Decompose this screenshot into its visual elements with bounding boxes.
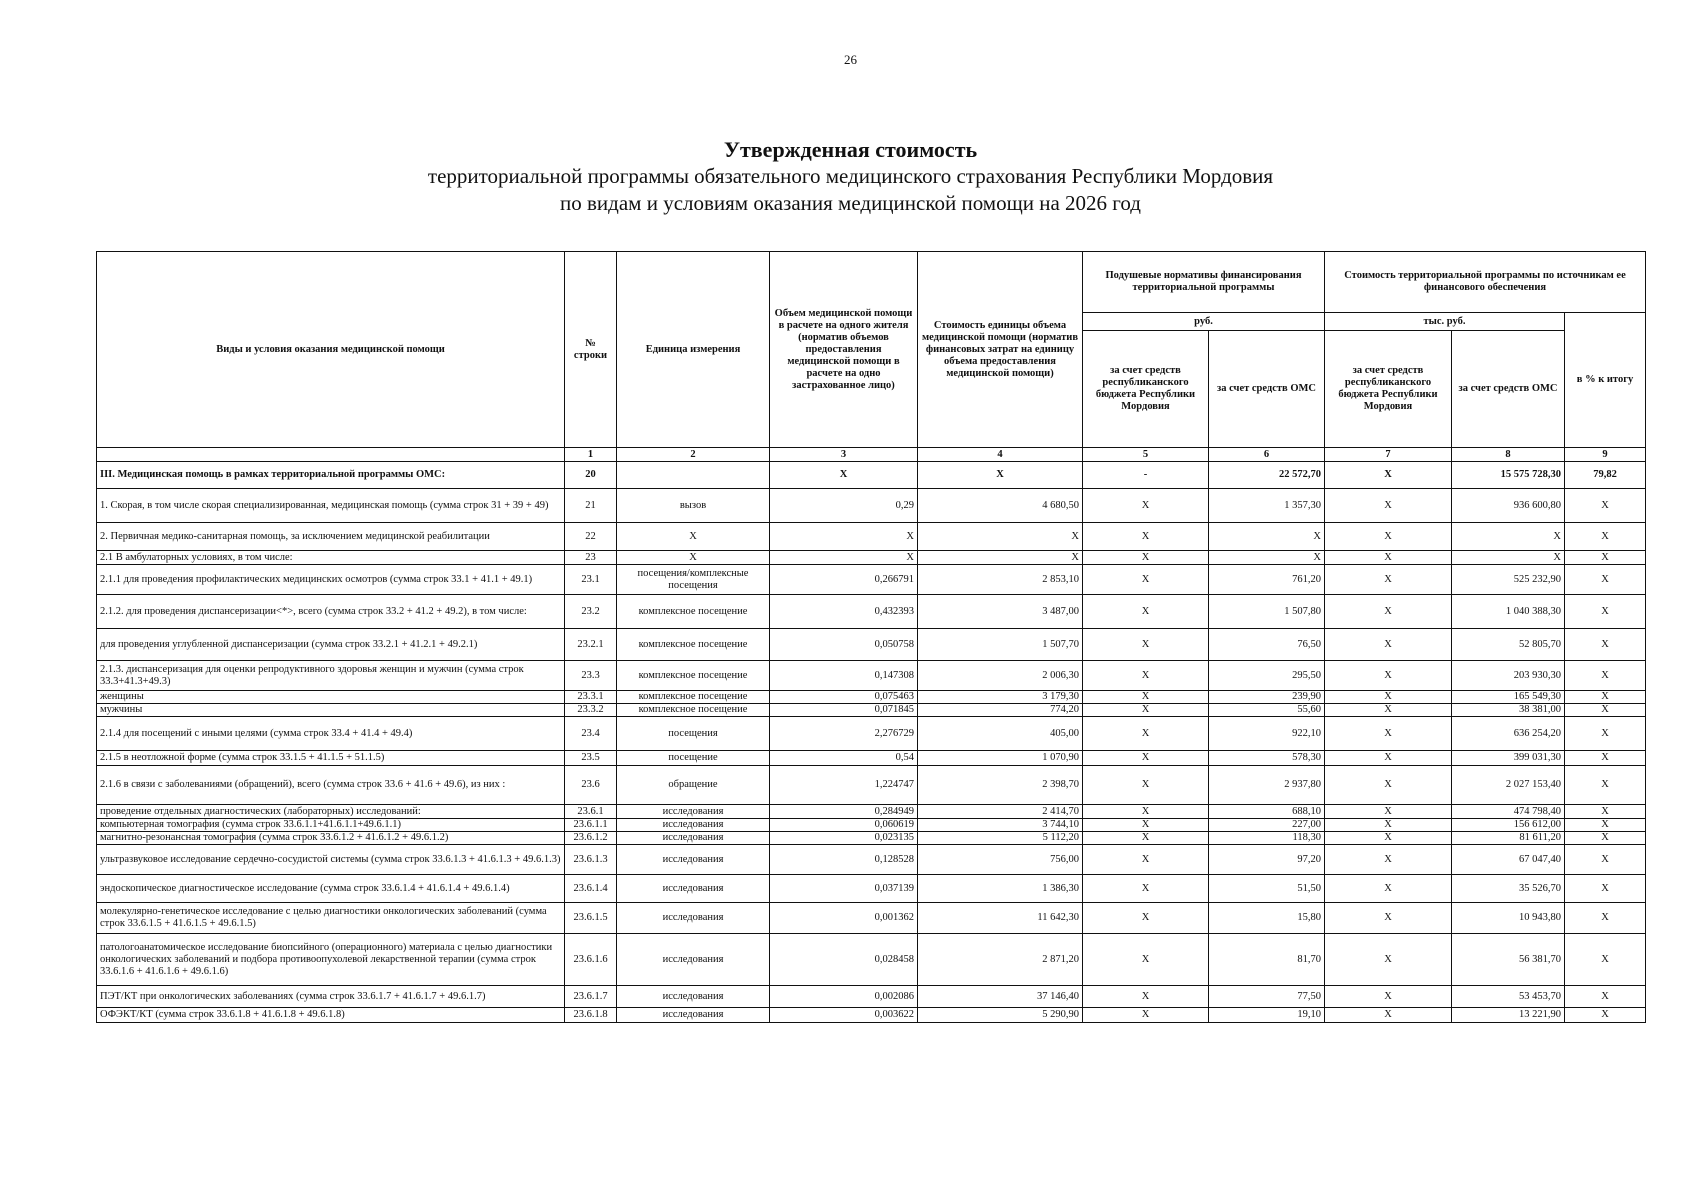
table-cell: исследования bbox=[617, 986, 770, 1008]
table-cell: 203 930,30 bbox=[1452, 661, 1565, 691]
title-line-2: территориальной программы обязательного медицинского страхования Республики Мордовия bbox=[427, 164, 1274, 188]
header-program-cost: Стоимость территориальной программы по источникам ее финансового обеспечения bbox=[1325, 252, 1646, 313]
table-cell: X bbox=[1083, 691, 1209, 704]
table-cell: X bbox=[1325, 565, 1452, 595]
table-cell: X bbox=[1565, 819, 1646, 832]
table-cell: 52 805,70 bbox=[1452, 629, 1565, 661]
table-row bbox=[97, 845, 1646, 875]
table-cell: 23.3.1 bbox=[565, 691, 617, 704]
table-cell: 2.1.1 для проведения профилактических медицинских осмотров (сумма строк 33.1 + 41.1 + 49.1) bbox=[97, 565, 565, 595]
table-cell: 0,147308 bbox=[770, 661, 918, 691]
table-cell: 1 040 388,30 bbox=[1452, 595, 1565, 629]
table-cell: X bbox=[1083, 1008, 1209, 1023]
table-cell: 525 232,90 bbox=[1452, 565, 1565, 595]
table-cell: X bbox=[1565, 1008, 1646, 1023]
table-cell: 23.1 bbox=[565, 565, 617, 595]
table-cell: X bbox=[1083, 766, 1209, 805]
table-cell: X bbox=[1565, 661, 1646, 691]
table-cell: X bbox=[1565, 845, 1646, 875]
table-cell: X bbox=[1565, 704, 1646, 717]
table-cell: 165 549,30 bbox=[1452, 691, 1565, 704]
table-cell: 56 381,70 bbox=[1452, 934, 1565, 986]
table-cell: X bbox=[1565, 489, 1646, 523]
table-row bbox=[97, 704, 1646, 717]
table-row bbox=[97, 805, 1646, 819]
table-cell: 20 bbox=[565, 462, 617, 489]
table-row bbox=[97, 934, 1646, 986]
header-budget: за счет средств республиканского бюджета Республики Мордовия bbox=[1083, 331, 1209, 448]
table-cell: X bbox=[1325, 661, 1452, 691]
col-number: 4 bbox=[918, 448, 1083, 462]
table-cell: 23.4 bbox=[565, 717, 617, 751]
table-cell: X bbox=[1565, 805, 1646, 819]
table-cell: 11 642,30 bbox=[918, 903, 1083, 934]
table-cell: X bbox=[1565, 565, 1646, 595]
table-cell: 21 bbox=[565, 489, 617, 523]
table-cell: 4 680,50 bbox=[918, 489, 1083, 523]
table-cell: X bbox=[1083, 934, 1209, 986]
table-cell: 118,30 bbox=[1209, 832, 1325, 845]
header-types: Виды и условия оказания медицинской помощи bbox=[97, 252, 565, 448]
title-line-1: Утвержденная стоимость bbox=[723, 137, 978, 162]
table-cell: X bbox=[1083, 875, 1209, 903]
table-cell: 0,028458 bbox=[770, 934, 918, 986]
col-number: 2 bbox=[617, 448, 770, 462]
document-title bbox=[0, 136, 1701, 217]
table-cell: 0,432393 bbox=[770, 595, 918, 629]
table-cell: комплексное посещение bbox=[617, 629, 770, 661]
table-cell: 399 031,30 bbox=[1452, 751, 1565, 766]
table-cell: X bbox=[1565, 629, 1646, 661]
table-cell: X bbox=[1209, 551, 1325, 565]
table-cell: X bbox=[1083, 565, 1209, 595]
table-cell: X bbox=[1325, 875, 1452, 903]
table-cell: X bbox=[1325, 595, 1452, 629]
table-cell: X bbox=[1083, 903, 1209, 934]
table-cell: X bbox=[1565, 691, 1646, 704]
table-cell: X bbox=[1565, 832, 1646, 845]
table-cell: 13 221,90 bbox=[1452, 1008, 1565, 1023]
table-cell: - bbox=[1083, 462, 1209, 489]
table-cell: 1 386,30 bbox=[918, 875, 1083, 903]
table-cell: X bbox=[1325, 934, 1452, 986]
table-cell: молекулярно-генетическое исследование с целью диагностики онкологических заболеваний (сумма строк 33.6.1.5 + 41.6.1.5 + 49.6.1.5) bbox=[97, 903, 565, 934]
col-number: 9 bbox=[1565, 448, 1646, 462]
header-volume: Объем медицинской помощи в расчете на одного жителя (норматив объемов предоставления медицинской помощи в расчете на одно застрахованное лицо) bbox=[770, 252, 918, 448]
table-cell: 23.3.2 bbox=[565, 704, 617, 717]
table-cell: 23.2.1 bbox=[565, 629, 617, 661]
table-cell: 35 526,70 bbox=[1452, 875, 1565, 903]
table-cell: 79,82 bbox=[1565, 462, 1646, 489]
table-cell: 578,30 bbox=[1209, 751, 1325, 766]
table-row bbox=[97, 986, 1646, 1008]
table-cell: X bbox=[1083, 819, 1209, 832]
table-cell: 0,071845 bbox=[770, 704, 918, 717]
table-cell: исследования bbox=[617, 1008, 770, 1023]
title-line-3: по видам и условиям оказания медицинской помощи на 2026 год bbox=[560, 191, 1141, 215]
table-cell: 636 254,20 bbox=[1452, 717, 1565, 751]
table-cell: исследования bbox=[617, 805, 770, 819]
table-cell: 23.5 bbox=[565, 751, 617, 766]
table-cell: X bbox=[1325, 986, 1452, 1008]
header-budget-2: за счет средств республиканского бюджета Республики Мордовия bbox=[1325, 331, 1452, 448]
table-cell: 2 398,70 bbox=[918, 766, 1083, 805]
table-cell: X bbox=[1452, 523, 1565, 551]
table-cell: 405,00 bbox=[918, 717, 1083, 751]
table-cell: X bbox=[1565, 986, 1646, 1008]
header-per-capita: Подушевые нормативы финансирования территориальной программы bbox=[1083, 252, 1325, 313]
table-cell: X bbox=[1083, 832, 1209, 845]
table-cell: 756,00 bbox=[918, 845, 1083, 875]
table-cell: обращение bbox=[617, 766, 770, 805]
table-row bbox=[97, 629, 1646, 661]
table-row bbox=[97, 1008, 1646, 1023]
table-cell: 295,50 bbox=[1209, 661, 1325, 691]
table-cell: 0,266791 bbox=[770, 565, 918, 595]
table-cell: исследования bbox=[617, 903, 770, 934]
table-row bbox=[97, 751, 1646, 766]
table-cell: X bbox=[1325, 523, 1452, 551]
table-cell: исследования bbox=[617, 875, 770, 903]
table-cell: 761,20 bbox=[1209, 565, 1325, 595]
table-cell: 23.6.1.3 bbox=[565, 845, 617, 875]
table-cell: X bbox=[1565, 717, 1646, 751]
table-cell: X bbox=[918, 462, 1083, 489]
table-cell: X bbox=[1565, 903, 1646, 934]
col-number bbox=[97, 448, 565, 462]
table-cell: 53 453,70 bbox=[1452, 986, 1565, 1008]
table-cell: 0,037139 bbox=[770, 875, 918, 903]
col-number: 8 bbox=[1452, 448, 1565, 462]
table-row bbox=[97, 819, 1646, 832]
table-cell: X bbox=[1325, 717, 1452, 751]
table-cell: 0,075463 bbox=[770, 691, 918, 704]
table-cell: 936 600,80 bbox=[1452, 489, 1565, 523]
cost-table bbox=[96, 251, 1646, 1023]
table-cell: 15 575 728,30 bbox=[1452, 462, 1565, 489]
table-cell: 0,050758 bbox=[770, 629, 918, 661]
table-cell: X bbox=[1565, 766, 1646, 805]
table-cell: X bbox=[1325, 1008, 1452, 1023]
header-thous-rub: тыс. руб. bbox=[1325, 313, 1565, 331]
table-cell: 3 487,00 bbox=[918, 595, 1083, 629]
table-cell: X bbox=[1325, 751, 1452, 766]
table-cell: комплексное посещение bbox=[617, 595, 770, 629]
table-cell: 97,20 bbox=[1209, 845, 1325, 875]
table-cell: посещения/комплексные посещения bbox=[617, 565, 770, 595]
table-cell: 0,284949 bbox=[770, 805, 918, 819]
table-cell: 23.6.1.5 bbox=[565, 903, 617, 934]
table-cell: 23.6.1.6 bbox=[565, 934, 617, 986]
table-cell: 1 507,70 bbox=[918, 629, 1083, 661]
table-cell: 1 357,30 bbox=[1209, 489, 1325, 523]
table-cell: X bbox=[1325, 805, 1452, 819]
table-cell: 1,224747 bbox=[770, 766, 918, 805]
header-oms-2: за счет средств ОМС bbox=[1452, 331, 1565, 448]
col-number: 1 bbox=[565, 448, 617, 462]
table-cell: X bbox=[1083, 845, 1209, 875]
table-cell: X bbox=[1083, 717, 1209, 751]
col-number: 3 bbox=[770, 448, 918, 462]
table-cell: X bbox=[1209, 523, 1325, 551]
table-cell: 2 027 153,40 bbox=[1452, 766, 1565, 805]
table-cell: вызов bbox=[617, 489, 770, 523]
table-cell: 15,80 bbox=[1209, 903, 1325, 934]
table-cell: 23.2 bbox=[565, 595, 617, 629]
table-cell: компьютерная томография (сумма строк 33.6.1.1+41.6.1.1+49.6.1.1) bbox=[97, 819, 565, 832]
table-cell: эндоскопическое диагностическое исследование (сумма строк 33.6.1.4 + 41.6.1.4 + 49.6.1.4) bbox=[97, 875, 565, 903]
table-cell: 2. Первичная медико-санитарная помощь, за исключением медицинской реабилитации bbox=[97, 523, 565, 551]
table-cell: X bbox=[1083, 523, 1209, 551]
table-cell: женщины bbox=[97, 691, 565, 704]
table-cell: 5 290,90 bbox=[918, 1008, 1083, 1023]
table-cell: X bbox=[1083, 629, 1209, 661]
table-cell: 774,20 bbox=[918, 704, 1083, 717]
table-cell: 37 146,40 bbox=[918, 986, 1083, 1008]
table-cell: мужчины bbox=[97, 704, 565, 717]
page-number: 26 bbox=[844, 52, 857, 67]
col-number: 6 bbox=[1209, 448, 1325, 462]
table-cell: X bbox=[1565, 551, 1646, 565]
table-cell: 3 744,10 bbox=[918, 819, 1083, 832]
header-row-no: № строки bbox=[565, 252, 617, 448]
table-cell: III. Медицинская помощь в рамках территориальной программы ОМС: bbox=[97, 462, 565, 489]
table-cell: 3 179,30 bbox=[918, 691, 1083, 704]
table-cell: посещение bbox=[617, 751, 770, 766]
table-row bbox=[97, 717, 1646, 751]
table-cell: 38 381,00 bbox=[1452, 704, 1565, 717]
table-cell: проведение отдельных диагностических (лабораторных) исследований: bbox=[97, 805, 565, 819]
table-cell: 688,10 bbox=[1209, 805, 1325, 819]
table-cell: X bbox=[1083, 751, 1209, 766]
table-cell: X bbox=[1325, 704, 1452, 717]
table-cell: комплексное посещение bbox=[617, 661, 770, 691]
table-cell: 23.6.1.4 bbox=[565, 875, 617, 903]
table-cell: X bbox=[1325, 903, 1452, 934]
table-cell: исследования bbox=[617, 845, 770, 875]
table-cell: 2.1.3. диспансеризация для оценки репродуктивного здоровья женщин и мужчин (сумма строк 33.3+41.3+49.3) bbox=[97, 661, 565, 691]
table-row bbox=[97, 595, 1646, 629]
table-cell: X bbox=[1565, 934, 1646, 986]
table-cell: 67 047,40 bbox=[1452, 845, 1565, 875]
table-cell: 2 006,30 bbox=[918, 661, 1083, 691]
table-cell: 23 bbox=[565, 551, 617, 565]
table-cell: X bbox=[1452, 551, 1565, 565]
table-cell: 23.6.1.7 bbox=[565, 986, 617, 1008]
table-cell: 2 414,70 bbox=[918, 805, 1083, 819]
table-cell: 22 bbox=[565, 523, 617, 551]
table-cell: X bbox=[1325, 489, 1452, 523]
table-cell: X bbox=[1083, 595, 1209, 629]
header-unit: Единица измерения bbox=[617, 252, 770, 448]
table-cell: X bbox=[1565, 523, 1646, 551]
table-cell: X bbox=[1325, 819, 1452, 832]
table-cell: для проведения углубленной диспансеризации (сумма строк 33.2.1 + 41.2.1 + 49.2.1) bbox=[97, 629, 565, 661]
table-cell: X bbox=[918, 523, 1083, 551]
table-cell: 23.6.1.8 bbox=[565, 1008, 617, 1023]
table-row bbox=[97, 523, 1646, 551]
table-cell: X bbox=[1565, 595, 1646, 629]
table-cell: ультразвуковое исследование сердечно-сосудистой системы (сумма строк 33.6.1.3 + 41.6.1.3 + 49.6.1.3) bbox=[97, 845, 565, 875]
table-cell: 77,50 bbox=[1209, 986, 1325, 1008]
table-cell: 239,90 bbox=[1209, 691, 1325, 704]
table-row bbox=[97, 462, 1646, 489]
table-cell: X bbox=[1325, 629, 1452, 661]
table-row bbox=[97, 875, 1646, 903]
table-cell: X bbox=[770, 462, 918, 489]
table-cell: 2.1.6 в связи с заболеваниями (обращений), всего (сумма строк 33.6 + 41.6 + 49.6), из них : bbox=[97, 766, 565, 805]
table-cell: X bbox=[770, 523, 918, 551]
table-cell: 22 572,70 bbox=[1209, 462, 1325, 489]
table-cell: 76,50 bbox=[1209, 629, 1325, 661]
table-cell: 474 798,40 bbox=[1452, 805, 1565, 819]
table-cell: X bbox=[1083, 551, 1209, 565]
table-cell: X bbox=[1083, 805, 1209, 819]
table-cell: 2.1.2. для проведения диспансеризации<*>, всего (сумма строк 33.2 + 41.2 + 49.2), в том числе: bbox=[97, 595, 565, 629]
table-cell: 2 853,10 bbox=[918, 565, 1083, 595]
table-cell: 19,10 bbox=[1209, 1008, 1325, 1023]
table-cell: 10 943,80 bbox=[1452, 903, 1565, 934]
table-cell: X bbox=[1083, 661, 1209, 691]
table-cell: 922,10 bbox=[1209, 717, 1325, 751]
table-cell: X bbox=[617, 551, 770, 565]
table-cell: 0,29 bbox=[770, 489, 918, 523]
table-row bbox=[97, 565, 1646, 595]
table-cell: ОФЭКТ/КТ (сумма строк 33.6.1.8 + 41.6.1.8 + 49.6.1.8) bbox=[97, 1008, 565, 1023]
table-cell bbox=[617, 462, 770, 489]
table-cell: 55,60 bbox=[1209, 704, 1325, 717]
table-row bbox=[97, 691, 1646, 704]
header-percent: в % к итогу bbox=[1565, 313, 1646, 448]
table-body bbox=[97, 462, 1646, 1023]
table-cell: патологоанатомическое исследование биопсийного (операционного) материала с целью диагностики онкологических заболеваний и подбора противоопухолевой лекарственной терапии (сумма строк 33.6.1.6 + 41.6.1.6 + 49.6.1.6) bbox=[97, 934, 565, 986]
table-row bbox=[97, 551, 1646, 565]
table-cell: комплексное посещение bbox=[617, 704, 770, 717]
col-number: 5 bbox=[1083, 448, 1209, 462]
table-cell: X bbox=[918, 551, 1083, 565]
table-cell: 2.1.5 в неотложной форме (сумма строк 33.1.5 + 41.1.5 + 51.1.5) bbox=[97, 751, 565, 766]
table-cell: комплексное посещение bbox=[617, 691, 770, 704]
table-cell: 5 112,20 bbox=[918, 832, 1083, 845]
table-cell: X bbox=[1325, 551, 1452, 565]
table-cell: 2.1 В амбулаторных условиях, в том числе: bbox=[97, 551, 565, 565]
table-cell: 2 871,20 bbox=[918, 934, 1083, 986]
table-row bbox=[97, 903, 1646, 934]
table-cell: X bbox=[1083, 986, 1209, 1008]
table-cell: 1 507,80 bbox=[1209, 595, 1325, 629]
table-cell: посещения bbox=[617, 717, 770, 751]
table-cell: 0,54 bbox=[770, 751, 918, 766]
table-cell: 0,128528 bbox=[770, 845, 918, 875]
table-cell: ПЭТ/КТ при онкологических заболеваниях (сумма строк 33.6.1.7 + 41.6.1.7 + 49.6.1.7) bbox=[97, 986, 565, 1008]
table-row bbox=[97, 489, 1646, 523]
table-cell: исследования bbox=[617, 832, 770, 845]
table-cell: 156 612,00 bbox=[1452, 819, 1565, 832]
table-cell: исследования bbox=[617, 819, 770, 832]
table-cell: 2,276729 bbox=[770, 717, 918, 751]
table-cell: X bbox=[1565, 875, 1646, 903]
table-cell: 1. Скорая, в том числе скорая специализированная, медицинская помощь (сумма строк 31 + 39 + 49) bbox=[97, 489, 565, 523]
table-cell: 23.3 bbox=[565, 661, 617, 691]
table-cell: X bbox=[1325, 462, 1452, 489]
table-cell: 0,023135 bbox=[770, 832, 918, 845]
table-cell: 23.6.1.2 bbox=[565, 832, 617, 845]
table-cell: X bbox=[1565, 751, 1646, 766]
table-cell: магнитно-резонансная томография (сумма строк 33.6.1.2 + 41.6.1.2 + 49.6.1.2) bbox=[97, 832, 565, 845]
table-row bbox=[97, 832, 1646, 845]
table-cell: X bbox=[1325, 845, 1452, 875]
table-cell: 0,060619 bbox=[770, 819, 918, 832]
table-cell: X bbox=[617, 523, 770, 551]
header-rub: руб. bbox=[1083, 313, 1325, 331]
table-cell: X bbox=[1325, 691, 1452, 704]
table-cell: X bbox=[770, 551, 918, 565]
table-cell: X bbox=[1083, 489, 1209, 523]
table-cell: 1 070,90 bbox=[918, 751, 1083, 766]
col-number: 7 bbox=[1325, 448, 1452, 462]
table-cell: 81,70 bbox=[1209, 934, 1325, 986]
table-row bbox=[97, 766, 1646, 805]
table-cell: 0,002086 bbox=[770, 986, 918, 1008]
table-cell: X bbox=[1325, 766, 1452, 805]
table-cell: X bbox=[1083, 704, 1209, 717]
table-cell: исследования bbox=[617, 934, 770, 986]
table-cell: 2 937,80 bbox=[1209, 766, 1325, 805]
header-cost: Стоимость единицы объема медицинской помощи (норматив финансовых затрат на единицу объема предоставления медицинской помощи) bbox=[918, 252, 1083, 448]
table-cell: 2.1.4 для посещений с иными целями (сумма строк 33.4 + 41.4 + 49.4) bbox=[97, 717, 565, 751]
table-cell: 23.6.1 bbox=[565, 805, 617, 819]
table-cell: 23.6.1.1 bbox=[565, 819, 617, 832]
table-cell: 0,003622 bbox=[770, 1008, 918, 1023]
table-cell: 81 611,20 bbox=[1452, 832, 1565, 845]
header-oms: за счет средств ОМС bbox=[1209, 331, 1325, 448]
table-cell: 23.6 bbox=[565, 766, 617, 805]
table-cell: X bbox=[1325, 832, 1452, 845]
table-cell: 51,50 bbox=[1209, 875, 1325, 903]
table-cell: 227,00 bbox=[1209, 819, 1325, 832]
table-row bbox=[97, 661, 1646, 691]
table-cell: 0,001362 bbox=[770, 903, 918, 934]
